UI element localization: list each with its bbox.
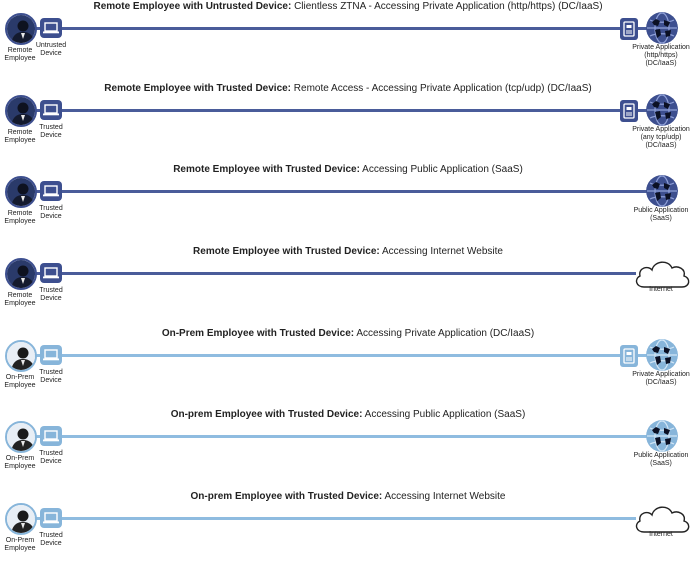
device-label-line: Trusted	[39, 450, 63, 457]
employee-label-line: Employee	[4, 300, 36, 307]
employee-label-line: Remote	[7, 210, 33, 217]
laptop-icon	[40, 100, 62, 120]
row-title	[0, 83, 696, 95]
row-title	[0, 491, 696, 503]
laptop-icon	[40, 263, 62, 283]
employee-label-line: Employee	[4, 55, 36, 62]
row-title-bold: On-prem Employee with Trusted Device:	[190, 491, 383, 502]
target-label-line: Public Application	[633, 452, 689, 459]
device-label	[30, 369, 72, 385]
target-label-line: (http/https)	[644, 52, 678, 59]
globe-icon	[646, 12, 678, 44]
employee-label-line: On-Prem	[5, 374, 35, 381]
connection-line	[30, 517, 636, 520]
target-label	[624, 371, 696, 387]
gateway-icon	[620, 18, 638, 40]
device-label-line: Device	[40, 377, 62, 384]
target-label-line: Internet	[649, 531, 673, 538]
globe-icon	[646, 420, 678, 452]
target-label-line: (DC/IaaS)	[645, 60, 677, 67]
device-label-line: Device	[40, 213, 62, 220]
connection-line	[30, 435, 666, 438]
gateway-icon	[620, 345, 638, 367]
target-label-line: Private Application	[632, 371, 690, 378]
target-label-line: (SaaS)	[650, 460, 672, 467]
row-title-rest: Accessing Public Application (SaaS)	[362, 409, 526, 420]
device-label	[30, 205, 72, 221]
row-title	[0, 164, 696, 176]
row-title-rest: Accessing Internet Website	[382, 491, 506, 502]
connection-line	[30, 272, 636, 275]
connection-row	[0, 409, 696, 490]
target-label-line: Internet	[649, 286, 673, 293]
employee-label-line: On-Prem	[5, 455, 35, 462]
employee-label-line: Remote	[7, 292, 33, 299]
row-title-rest: Accessing Internet Website	[379, 246, 503, 257]
globe-icon	[646, 175, 678, 207]
globe-icon	[646, 339, 678, 371]
row-title-rest: Accessing Private Application (DC/IaaS)	[354, 328, 535, 339]
device-label-line: Trusted	[39, 205, 63, 212]
gateway-icon	[620, 100, 638, 122]
laptop-icon	[40, 426, 62, 446]
target-label-line: Public Application	[633, 207, 689, 214]
row-title-bold: Remote Employee with Trusted Device:	[193, 246, 380, 257]
device-label	[30, 532, 72, 548]
target-label	[624, 452, 696, 468]
device-label-line: Trusted	[39, 287, 63, 294]
device-label	[30, 287, 72, 303]
device-label-line: Device	[40, 458, 62, 465]
employee-avatar	[5, 421, 37, 453]
row-title-rest: Remote Access - Accessing Private Application (tcp/udp) (DC/IaaS)	[291, 83, 592, 94]
device-label	[30, 124, 72, 140]
connection-line	[30, 27, 666, 30]
target-label-line: (any tcp/udp)	[640, 134, 682, 141]
employee-label-line: Remote	[7, 129, 33, 136]
row-title-bold: Remote Employee with Trusted Device:	[173, 164, 360, 175]
connection-row	[0, 164, 696, 245]
device-label	[30, 450, 72, 466]
device-label-line: Device	[40, 540, 62, 547]
target-label-line: (DC/IaaS)	[645, 379, 677, 386]
target-label-line: Private Application	[632, 44, 690, 51]
employee-label-line: Employee	[4, 218, 36, 225]
row-title-bold: On-prem Employee with Trusted Device:	[170, 409, 363, 420]
device-label-line: Trusted	[39, 369, 63, 376]
device-label-line: Device	[40, 50, 62, 57]
connection-row	[0, 328, 696, 409]
employee-label-line: Remote	[7, 47, 33, 54]
employee-label-line: Employee	[4, 545, 36, 552]
employee-avatar	[5, 258, 37, 290]
target-label	[624, 44, 696, 68]
row-title-bold: Remote Employee with Trusted Device:	[104, 83, 292, 94]
target-label-line: (SaaS)	[650, 215, 672, 222]
row-title-bold: On-Prem Employee with Trusted Device:	[161, 328, 355, 339]
employee-label-line: Employee	[4, 463, 36, 470]
connection-line	[30, 109, 666, 112]
employee-avatar	[5, 503, 37, 535]
row-title	[0, 246, 696, 258]
connection-line	[30, 354, 666, 357]
device-label	[30, 42, 72, 58]
employee-label-line: Employee	[4, 382, 36, 389]
connection-row	[0, 246, 696, 327]
device-label-line: Untrusted	[35, 42, 67, 49]
laptop-icon	[40, 181, 62, 201]
employee-avatar	[5, 176, 37, 208]
target-label	[624, 207, 696, 223]
globe-icon	[646, 94, 678, 126]
employee-label-line: Employee	[4, 137, 36, 144]
connection-row	[0, 1, 696, 82]
device-label-line: Trusted	[39, 532, 63, 539]
row-title-rest: Clientless ZTNA - Accessing Private Application (http/https) (DC/IaaS)	[291, 1, 603, 12]
employee-avatar	[5, 95, 37, 127]
laptop-icon	[40, 18, 62, 38]
device-label-line: Device	[40, 132, 62, 139]
target-label-line: (DC/IaaS)	[645, 142, 677, 149]
employee-label-line: On-Prem	[5, 537, 35, 544]
target-label	[624, 531, 696, 539]
target-label	[624, 126, 696, 150]
employee-avatar	[5, 13, 37, 45]
laptop-icon	[40, 345, 62, 365]
employee-avatar	[5, 340, 37, 372]
row-title-rest: Accessing Public Application (SaaS)	[359, 164, 523, 175]
connection-line	[30, 190, 666, 193]
connection-row	[0, 83, 696, 164]
device-label-line: Trusted	[39, 124, 63, 131]
connection-row	[0, 491, 696, 572]
laptop-icon	[40, 508, 62, 528]
row-title	[0, 1, 696, 13]
target-label	[624, 286, 696, 294]
device-label-line: Device	[40, 295, 62, 302]
target-label-line: Private Application	[632, 126, 690, 133]
row-title	[0, 409, 696, 421]
row-title	[0, 328, 696, 340]
row-title-bold: Remote Employee with Untrusted Device:	[93, 1, 292, 12]
